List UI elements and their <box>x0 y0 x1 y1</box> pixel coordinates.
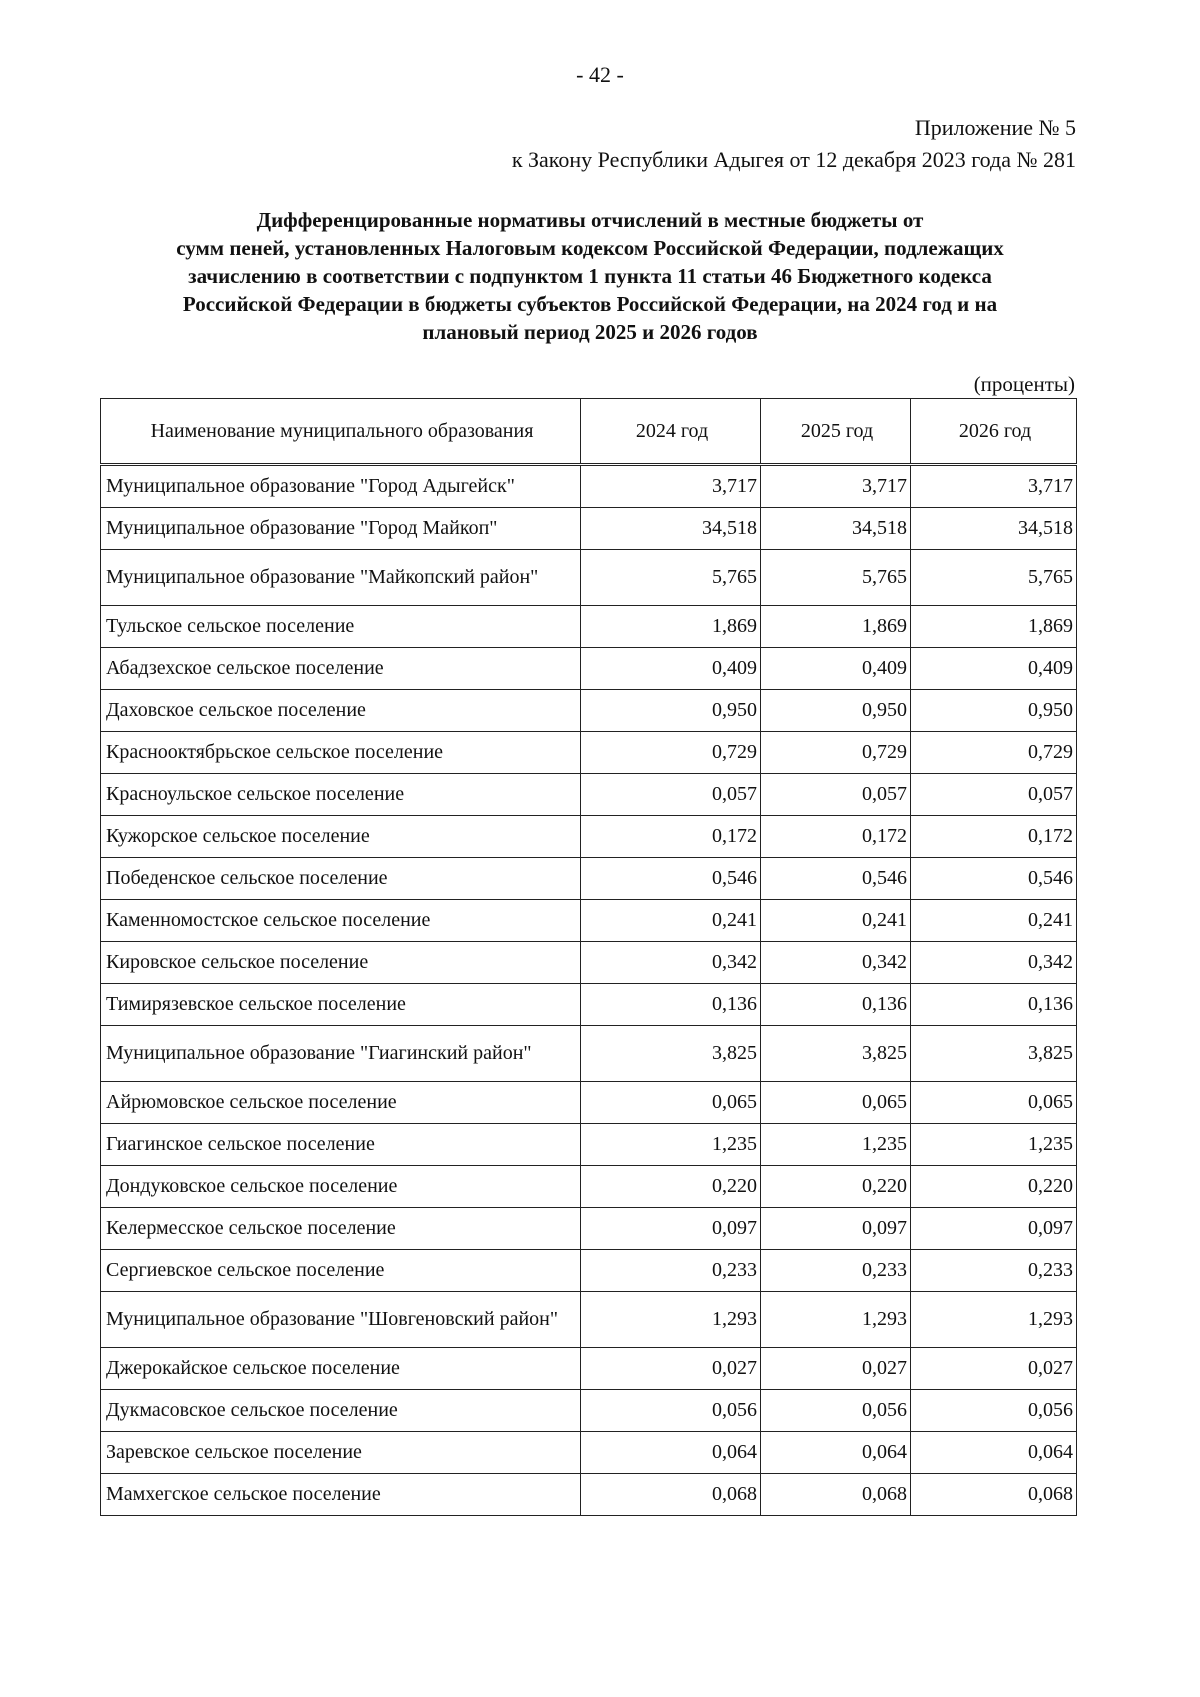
value-2025-cell: 0,057 <box>761 774 911 816</box>
value-2025-cell: 3,825 <box>761 1026 911 1082</box>
title-line: зачислению в соответствии с подпунктом 1 пункта 11 статьи 46 Бюджетного кодекса <box>188 264 992 288</box>
title-line: Российской Федерации в бюджеты субъектов Российской Федерации, на 2024 год и на <box>182 292 998 316</box>
table-row <box>101 900 1077 942</box>
municipality-name-cell: Краснооктябрьское сельское поселение <box>101 732 581 774</box>
table-row <box>101 774 1077 816</box>
value-2025-cell: 1,235 <box>761 1124 911 1166</box>
municipality-name-cell: Сергиевское сельское поселение <box>101 1250 581 1292</box>
value-2025-cell: 0,136 <box>761 984 911 1026</box>
value-2026-cell: 0,546 <box>911 858 1077 900</box>
appendix-number: Приложение № 5 <box>914 115 1076 140</box>
appendix-header <box>512 112 1076 176</box>
value-2026-cell: 0,409 <box>911 648 1077 690</box>
value-2026-cell: 0,729 <box>911 732 1077 774</box>
table-row <box>101 1432 1077 1474</box>
municipality-name-cell: Тимирязевское сельское поселение <box>101 984 581 1026</box>
value-2025-cell: 3,717 <box>761 465 911 508</box>
table-row <box>101 858 1077 900</box>
municipality-name-cell: Кужорское сельское поселение <box>101 816 581 858</box>
value-2024-cell: 0,064 <box>581 1432 761 1474</box>
value-2024-cell: 0,056 <box>581 1390 761 1432</box>
table-row <box>101 1390 1077 1432</box>
value-2024-cell: 0,097 <box>581 1208 761 1250</box>
value-2025-cell: 0,342 <box>761 942 911 984</box>
table-row <box>101 732 1077 774</box>
value-2025-cell: 0,546 <box>761 858 911 900</box>
value-2025-cell: 1,293 <box>761 1292 911 1348</box>
title-line: плановый период 2025 и 2026 годов <box>422 320 758 344</box>
table-row <box>101 690 1077 732</box>
municipality-name-cell: Муниципальное образование "Гиагинский район" <box>101 1026 581 1082</box>
table-row <box>101 465 1077 508</box>
table-row <box>101 1208 1077 1250</box>
document-title <box>100 206 1080 346</box>
municipality-name-cell: Джерокайское сельское поселение <box>101 1348 581 1390</box>
value-2026-cell: 0,064 <box>911 1432 1077 1474</box>
value-2024-cell: 0,546 <box>581 858 761 900</box>
value-2026-cell: 0,220 <box>911 1166 1077 1208</box>
municipality-name-cell: Муниципальное образование "Шовгеновский район" <box>101 1292 581 1348</box>
table-row <box>101 1348 1077 1390</box>
value-2024-cell: 34,518 <box>581 508 761 550</box>
municipality-name-cell: Гиагинское сельское поселение <box>101 1124 581 1166</box>
table-row <box>101 1292 1077 1348</box>
municipality-name-cell: Тульское сельское поселение <box>101 606 581 648</box>
value-2026-cell: 0,233 <box>911 1250 1077 1292</box>
table-row <box>101 942 1077 984</box>
table-row <box>101 1166 1077 1208</box>
column-header-2025: 2025 год <box>761 399 911 465</box>
value-2026-cell: 0,172 <box>911 816 1077 858</box>
municipality-name-cell: Дондуковское сельское поселение <box>101 1166 581 1208</box>
value-2025-cell: 0,729 <box>761 732 911 774</box>
value-2025-cell: 0,068 <box>761 1474 911 1516</box>
table-row <box>101 550 1077 606</box>
value-2025-cell: 0,950 <box>761 690 911 732</box>
column-header-name: Наименование муниципального образования <box>101 399 581 465</box>
appendix-law-reference: к Закону Республики Адыгея от 12 декабря 2023 года № 281 <box>511 147 1076 172</box>
municipality-name-cell: Абадзехское сельское поселение <box>101 648 581 690</box>
value-2026-cell: 5,765 <box>911 550 1077 606</box>
value-2024-cell: 1,869 <box>581 606 761 648</box>
value-2026-cell: 1,293 <box>911 1292 1077 1348</box>
value-2026-cell: 0,057 <box>911 774 1077 816</box>
value-2026-cell: 1,235 <box>911 1124 1077 1166</box>
title-line: сумм пеней, установленных Налоговым кодексом Российской Федерации, подлежащих <box>176 236 1004 260</box>
table-row <box>101 1026 1077 1082</box>
municipality-name-cell: Айрюмовское сельское поселение <box>101 1082 581 1124</box>
value-2025-cell: 0,097 <box>761 1208 911 1250</box>
value-2025-cell: 0,065 <box>761 1082 911 1124</box>
value-2025-cell: 0,172 <box>761 816 911 858</box>
municipality-name-cell: Красноульское сельское поселение <box>101 774 581 816</box>
table-row <box>101 508 1077 550</box>
units-label: (проценты) <box>973 372 1075 396</box>
value-2024-cell: 1,235 <box>581 1124 761 1166</box>
table-row <box>101 1474 1077 1516</box>
value-2026-cell: 0,027 <box>911 1348 1077 1390</box>
value-2024-cell: 3,825 <box>581 1026 761 1082</box>
table-row <box>101 648 1077 690</box>
municipality-name-cell: Келермесское сельское поселение <box>101 1208 581 1250</box>
value-2025-cell: 0,064 <box>761 1432 911 1474</box>
value-2025-cell: 0,409 <box>761 648 911 690</box>
value-2024-cell: 0,057 <box>581 774 761 816</box>
value-2024-cell: 0,409 <box>581 648 761 690</box>
municipality-name-cell: Даховское сельское поселение <box>101 690 581 732</box>
table-header-row <box>101 399 1077 465</box>
municipality-name-cell: Муниципальное образование "Майкопский район" <box>101 550 581 606</box>
value-2024-cell: 0,950 <box>581 690 761 732</box>
value-2024-cell: 1,293 <box>581 1292 761 1348</box>
value-2026-cell: 0,068 <box>911 1474 1077 1516</box>
municipality-name-cell: Заревское сельское поселение <box>101 1432 581 1474</box>
value-2026-cell: 0,136 <box>911 984 1077 1026</box>
column-header-2026: 2026 год <box>911 399 1077 465</box>
table-row <box>101 606 1077 648</box>
value-2024-cell: 0,342 <box>581 942 761 984</box>
value-2025-cell: 0,220 <box>761 1166 911 1208</box>
value-2024-cell: 0,233 <box>581 1250 761 1292</box>
value-2026-cell: 0,950 <box>911 690 1077 732</box>
value-2025-cell: 1,869 <box>761 606 911 648</box>
table-body <box>101 465 1077 1516</box>
value-2025-cell: 5,765 <box>761 550 911 606</box>
municipality-name-cell: Дукмасовское сельское поселение <box>101 1390 581 1432</box>
value-2026-cell: 3,717 <box>911 465 1077 508</box>
municipality-name-cell: Муниципальное образование "Город Адыгейск" <box>101 465 581 508</box>
table-row <box>101 816 1077 858</box>
value-2024-cell: 0,172 <box>581 816 761 858</box>
value-2024-cell: 3,717 <box>581 465 761 508</box>
municipality-name-cell: Мамхегское сельское поселение <box>101 1474 581 1516</box>
municipality-name-cell: Кировское сельское поселение <box>101 942 581 984</box>
municipality-name-cell: Каменномостское сельское поселение <box>101 900 581 942</box>
norms-table <box>100 398 1077 1516</box>
value-2024-cell: 0,027 <box>581 1348 761 1390</box>
page-number: - 42 - <box>576 62 624 87</box>
table-row <box>101 1250 1077 1292</box>
value-2025-cell: 34,518 <box>761 508 911 550</box>
value-2026-cell: 1,869 <box>911 606 1077 648</box>
value-2025-cell: 0,233 <box>761 1250 911 1292</box>
value-2024-cell: 0,136 <box>581 984 761 1026</box>
value-2024-cell: 0,729 <box>581 732 761 774</box>
value-2024-cell: 0,065 <box>581 1082 761 1124</box>
municipality-name-cell: Победенское сельское поселение <box>101 858 581 900</box>
value-2024-cell: 0,241 <box>581 900 761 942</box>
value-2026-cell: 3,825 <box>911 1026 1077 1082</box>
value-2026-cell: 34,518 <box>911 508 1077 550</box>
value-2025-cell: 0,056 <box>761 1390 911 1432</box>
value-2026-cell: 0,241 <box>911 900 1077 942</box>
municipality-name-cell: Муниципальное образование "Город Майкоп" <box>101 508 581 550</box>
value-2026-cell: 0,342 <box>911 942 1077 984</box>
value-2025-cell: 0,241 <box>761 900 911 942</box>
value-2024-cell: 0,220 <box>581 1166 761 1208</box>
value-2024-cell: 5,765 <box>581 550 761 606</box>
value-2026-cell: 0,065 <box>911 1082 1077 1124</box>
value-2026-cell: 0,097 <box>911 1208 1077 1250</box>
value-2026-cell: 0,056 <box>911 1390 1077 1432</box>
table-row <box>101 1124 1077 1166</box>
column-header-2024: 2024 год <box>581 399 761 465</box>
table-row <box>101 984 1077 1026</box>
value-2024-cell: 0,068 <box>581 1474 761 1516</box>
value-2025-cell: 0,027 <box>761 1348 911 1390</box>
table-row <box>101 1082 1077 1124</box>
title-line: Дифференцированные нормативы отчислений в местные бюджеты от <box>256 208 924 232</box>
